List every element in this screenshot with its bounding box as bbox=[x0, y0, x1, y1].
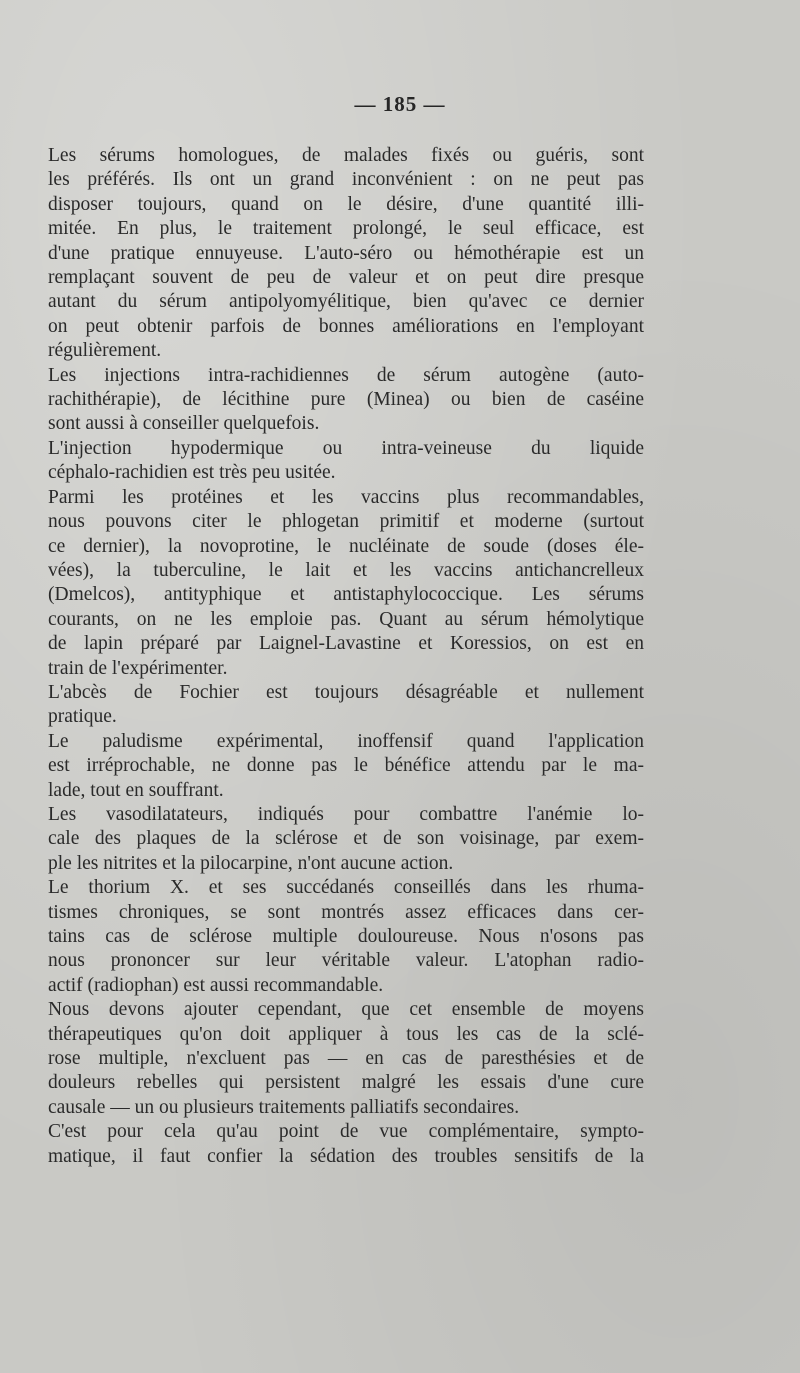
text-line: ple les nitrites et la pilocarpine, n'ont aucune action. bbox=[48, 852, 454, 874]
text-line: nous prononcer sur leur véritable valeur. L'atophan radio- bbox=[48, 950, 644, 972]
text-line: thérapeutiques qu'on doit appliquer à tous les cas de la sclé- bbox=[48, 1023, 644, 1045]
text-line: douleurs rebelles qui persistent malgré les essais d'une cure bbox=[48, 1072, 644, 1094]
paragraph bbox=[48, 1120, 644, 1169]
text-line: ce dernier), la novoprotine, le nucléinate de soude (doses éle- bbox=[48, 535, 644, 557]
paragraph bbox=[48, 437, 644, 486]
text-line: Le thorium X. et ses succédanés conseillés dans les rhuma- bbox=[48, 877, 644, 899]
text-line: Parmi les protéines et les vaccins plus recommandables, bbox=[48, 486, 644, 508]
text-line: tains cas de sclérose multiple douloureuse. Nous n'osons pas bbox=[48, 926, 644, 947]
text-line: les préférés. Ils ont un grand inconvénient : on ne peut pas bbox=[48, 169, 644, 191]
text-line: régulièrement. bbox=[48, 340, 162, 362]
text-line: cale des plaques de la sclérose et de son voisinage, par exem- bbox=[48, 828, 644, 850]
page-number: — 185 — bbox=[354, 92, 446, 116]
text-line: Les sérums homologues, de malades fixés ou guéris, sont bbox=[48, 145, 644, 166]
text-line: vées), la tuberculine, le lait et les vaccins antichancrelleux bbox=[48, 559, 644, 581]
body-text bbox=[48, 144, 644, 1169]
text-line: matique, il faut confier la sédation des troubles sensitifs de la bbox=[48, 1145, 644, 1167]
text-line: rachithérapie), de lécithine pure (Minea) ou bien de caséine bbox=[48, 389, 644, 411]
text-line: train de l'expérimenter. bbox=[48, 657, 228, 679]
text-line: de lapin préparé par Laignel-Lavastine et Koressios, on est en bbox=[48, 633, 644, 655]
text-line: rose multiple, n'excluent pas — en cas de paresthésies et de bbox=[48, 1048, 644, 1070]
text-line: causale — un ou plusieurs traitements palliatifs secondaires. bbox=[48, 1096, 520, 1118]
text-line: courants, on ne les emploie pas. Quant au sérum hémolytique bbox=[48, 608, 644, 630]
paragraph bbox=[48, 803, 644, 876]
paragraph bbox=[48, 681, 644, 730]
paragraph bbox=[48, 144, 644, 364]
paragraph bbox=[48, 998, 644, 1120]
text-line: Les vasodilatateurs, indiqués pour combattre l'anémie lo- bbox=[48, 803, 644, 825]
text-line: d'une pratique ennuyeuse. L'auto-séro ou hémothérapie est un bbox=[48, 242, 644, 264]
text-line: remplaçant souvent de peu de valeur et on peut dire presque bbox=[48, 267, 644, 289]
text-line: actif (radiophan) est aussi recommandable. bbox=[48, 974, 384, 996]
paragraph bbox=[48, 364, 644, 437]
text-line: Le paludisme expérimental, inoffensif quand l'application bbox=[48, 730, 644, 752]
text-line: lade, tout en souffrant. bbox=[48, 779, 224, 801]
text-line: (Dmelcos), antityphique et antistaphylococcique. Les sérums bbox=[48, 584, 644, 606]
paragraph bbox=[48, 730, 644, 803]
text-line: nous pouvons citer le phlogetan primitif et moderne (surtout bbox=[48, 511, 644, 533]
text-line: Les injections intra-rachidiennes de sérum autogène (auto- bbox=[48, 364, 644, 386]
text-line: tismes chroniques, se sont montrés assez efficaces dans cer- bbox=[48, 901, 644, 923]
text-line: autant du sérum antipolyomyélitique, bien qu'avec ce dernier bbox=[48, 291, 644, 313]
text-line: on peut obtenir parfois de bonnes améliorations en l'employant bbox=[48, 315, 644, 337]
text-line: pratique. bbox=[48, 706, 117, 728]
text-line: mitée. En plus, le traitement prolongé, le seul efficace, est bbox=[48, 218, 644, 240]
text-line: sont aussi à conseiller quelquefois. bbox=[48, 413, 320, 435]
paragraph bbox=[48, 876, 644, 998]
text-line: céphalo-rachidien est très peu usitée. bbox=[48, 462, 336, 484]
paragraph bbox=[48, 486, 644, 681]
text-line: Nous devons ajouter cependant, que cet ensemble de moyens bbox=[48, 999, 644, 1021]
text-line: est irréprochable, ne donne pas le bénéfice attendu par le ma- bbox=[48, 755, 644, 777]
text-line: C'est pour cela qu'au point de vue complémentaire, sympto- bbox=[48, 1121, 644, 1143]
text-line: disposer toujours, quand on le désire, d'une quantité illi- bbox=[48, 193, 644, 215]
text-line: L'injection hypodermique ou intra-veineuse du liquide bbox=[48, 437, 644, 459]
text-line: L'abcès de Fochier est toujours désagréable et nullement bbox=[48, 681, 644, 703]
